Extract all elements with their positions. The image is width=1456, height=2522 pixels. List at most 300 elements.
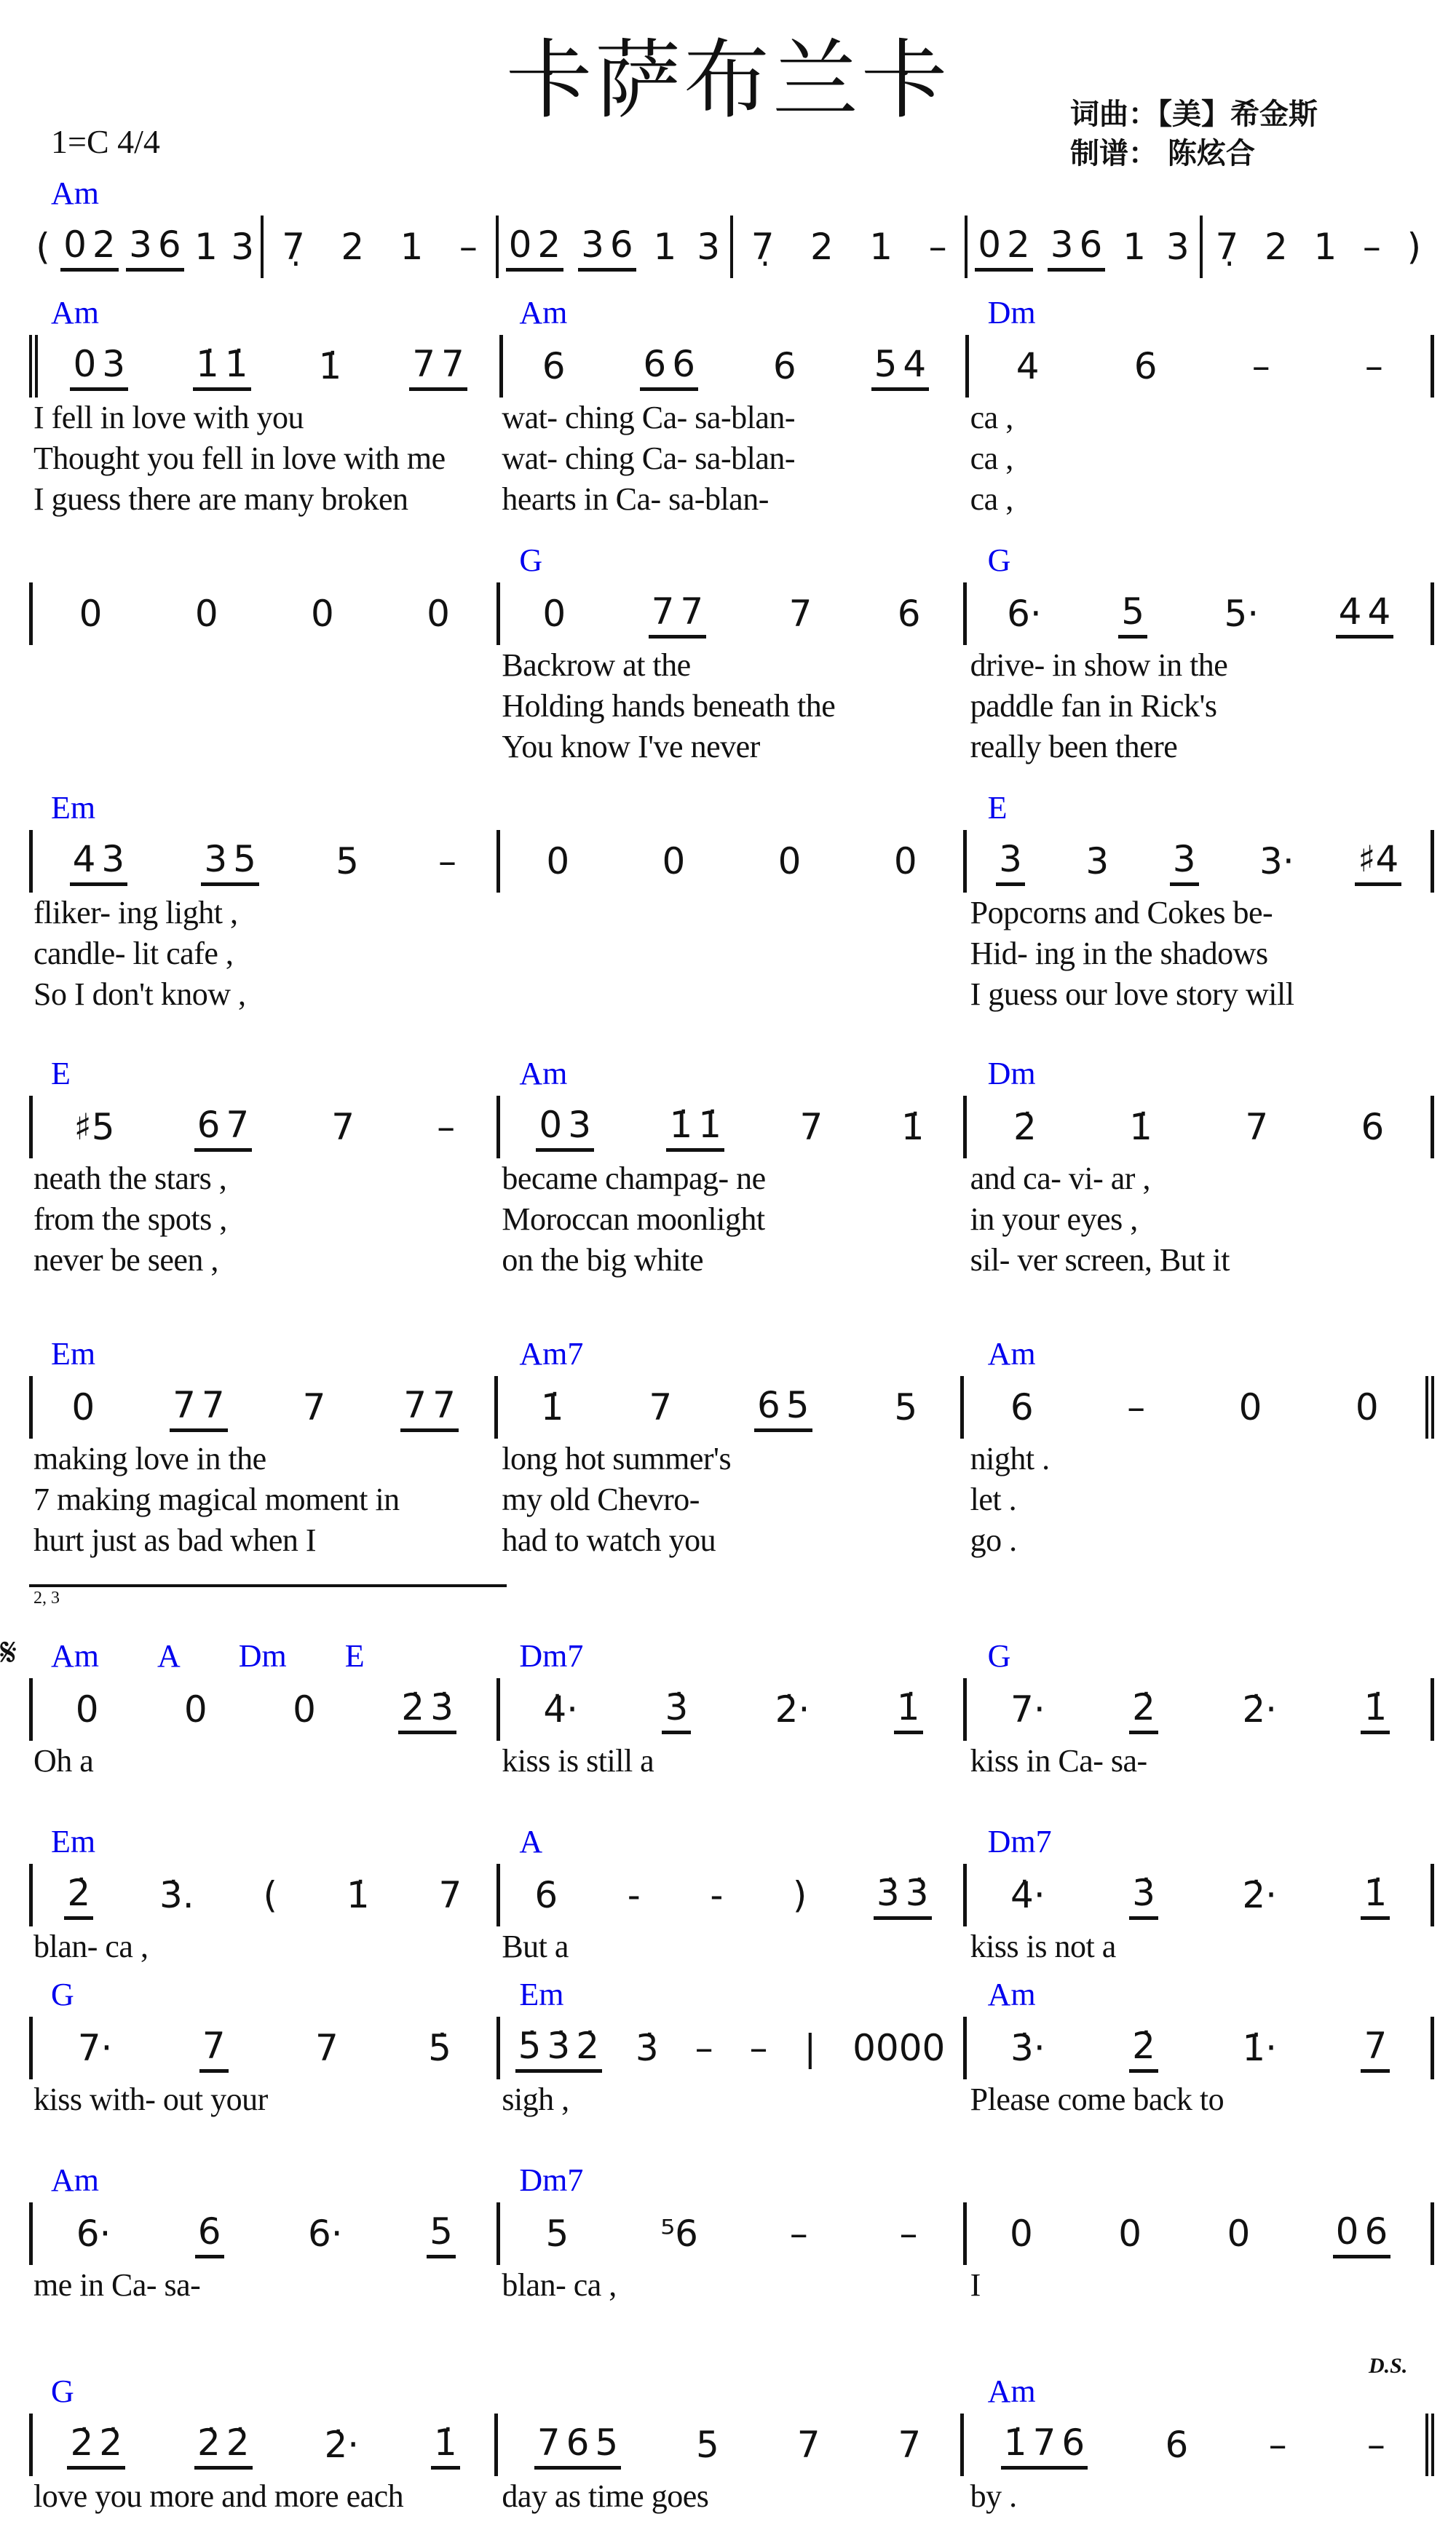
note: 1̇ [1364, 1685, 1388, 1728]
beamed-note-group [1361, 1871, 1390, 1920]
dal-segno-marking: D.S. [1369, 2354, 1408, 2378]
note: 1̇ [346, 1874, 370, 1916]
note: 2̇· [324, 2424, 360, 2466]
lyric: kiss is still a [502, 1743, 654, 1779]
lyric: neath the stars , [33, 1161, 227, 1196]
note-line [29, 335, 1434, 398]
lyric [29, 686, 497, 727]
measure-chords [497, 172, 732, 216]
measure [29, 1864, 496, 1926]
lyric: fliker- ing light , [33, 895, 238, 930]
lyric: let . [970, 1482, 1017, 1517]
note: 7 [331, 1106, 355, 1148]
note: 6 [1165, 2424, 1189, 2466]
note: 1̇ [901, 1106, 925, 1148]
measure [29, 335, 499, 398]
note: 3 [581, 223, 604, 266]
measure-chords [497, 1820, 965, 1864]
measure [494, 1376, 960, 1439]
lyric: really been there [970, 729, 1178, 764]
note: 6 [643, 342, 667, 385]
intro-row [29, 172, 1434, 278]
measure [496, 2017, 964, 2079]
measure-chords [966, 1973, 1434, 2017]
note: 7 [314, 2027, 339, 2069]
lyric: Please come back to [970, 2082, 1224, 2117]
measure-chords [497, 539, 965, 582]
note: – [749, 2027, 768, 2069]
measure-chords [966, 1052, 1434, 1096]
measure [965, 335, 1434, 398]
note: 2 [537, 223, 561, 266]
lyric: kiss in Ca- sa- [970, 1743, 1147, 1779]
lyric: night . [970, 1441, 1050, 1477]
chord-symbol: G [51, 2373, 74, 2409]
lyric: kiss is not a [970, 1929, 1116, 1964]
chord-symbol: Am [987, 1977, 1036, 2012]
beamed-note-group [1361, 1685, 1390, 1734]
measure-chords [497, 291, 965, 335]
chord-symbol: Dm [987, 295, 1036, 331]
note: 7̣ [282, 226, 305, 268]
beamed-note-group [60, 223, 119, 272]
song-title: 卡萨布兰卡 [505, 30, 950, 130]
lyric: kiss with- out your [33, 2082, 268, 2117]
volta-bracket: 2, 3 [29, 1584, 507, 1609]
note: 3 [1050, 223, 1074, 266]
note: 6 [1061, 2421, 1085, 2464]
lyric [497, 974, 965, 1015]
note: 7 [537, 2421, 561, 2464]
lyric: sil- ver screen, But it [970, 1242, 1230, 1278]
lyric-line [29, 1741, 1434, 1782]
note: 7̣ [1215, 226, 1239, 268]
note: 1̇ [1129, 1106, 1152, 1148]
measure-chords [732, 172, 966, 216]
note: 0 [1335, 2210, 1359, 2253]
note: 0 [978, 223, 1002, 266]
beamed-note-group [649, 590, 707, 639]
beamed-note-group [126, 223, 184, 272]
note: 3· [1259, 840, 1294, 882]
lyric: in your eyes , [970, 1201, 1138, 1237]
measure [968, 216, 1202, 278]
note: 1̇ [896, 1685, 920, 1728]
lyric-line [29, 974, 1434, 1015]
note: 0 [63, 223, 87, 266]
beamed-note-group [398, 1685, 456, 1734]
note-line [29, 1096, 1434, 1158]
beamed-note-group [70, 837, 128, 886]
lyric: drive- in show in the [970, 647, 1228, 683]
measure-chords [29, 539, 497, 582]
note: 0 [194, 593, 218, 635]
lyric: from the spots , [33, 1201, 227, 1237]
chord-symbol: Am [51, 2162, 99, 2198]
lyric-line [29, 479, 1434, 520]
chord-symbol: E [987, 790, 1008, 826]
beamed-note-group [1355, 837, 1401, 886]
note: 6 [197, 2210, 221, 2253]
note: 3̇· [1010, 2027, 1045, 2069]
measure-chords [29, 1820, 497, 1864]
lyric: had to watch you [502, 1522, 716, 1558]
measure [963, 2202, 1434, 2265]
lyric: I guess our love story will [970, 976, 1294, 1012]
chord-symbol: Am7 [519, 1336, 584, 1372]
score-row [29, 539, 1434, 767]
note: 7 [226, 1103, 250, 1146]
note: 1 [869, 226, 893, 268]
note: 2̇ [70, 2421, 94, 2464]
note: 6 [157, 223, 181, 266]
beamed-note-group [894, 1685, 923, 1734]
note: 0 [1238, 1386, 1262, 1428]
lyric-line [29, 1479, 1434, 1520]
beamed-note-group [1361, 2024, 1390, 2073]
note: ♯5 [74, 1106, 115, 1148]
note-line [29, 2202, 1434, 2265]
measure [960, 2414, 1434, 2476]
beamed-note-group [70, 342, 128, 391]
lyric [29, 727, 497, 767]
note: 5 [696, 2424, 719, 2466]
score-row [29, 2159, 1434, 2306]
note: 6 [772, 345, 796, 387]
lyric: on the big white [502, 1242, 704, 1278]
chord-symbol: Am [987, 2373, 1036, 2409]
beamed-note-group [427, 2210, 456, 2258]
lyric-line [29, 438, 1434, 479]
measure-chords [29, 1052, 497, 1096]
note: 5 [430, 2210, 453, 2253]
note: 7 [1032, 2421, 1056, 2464]
lyric: paddle fan in Rick's [970, 688, 1217, 724]
note: 3 [1166, 226, 1190, 268]
note: 5̇ [518, 2024, 542, 2067]
lyric: sigh , [502, 2082, 569, 2117]
note: – [459, 226, 478, 268]
note: 7 [1364, 2024, 1388, 2067]
beamed-note-group [170, 1383, 228, 1432]
note: 2̇· [1242, 1688, 1278, 1731]
measure-chords [29, 1332, 497, 1376]
measure [496, 1864, 964, 1926]
note: – [1251, 345, 1270, 387]
note: ♯4 [1358, 837, 1399, 880]
chord-symbol: Em [51, 1824, 96, 1859]
lyric: me in Ca- sa- [33, 2267, 201, 2303]
chord-symbol: E [51, 1056, 71, 1091]
note: 6 [1079, 223, 1103, 266]
note-line [29, 2017, 1434, 2079]
note: 1 [1123, 226, 1147, 268]
chord-symbol: Dm7 [519, 1638, 584, 1674]
measure-chords [497, 1634, 965, 1678]
note: 4̇· [543, 1688, 579, 1731]
note: 1̇· [1242, 2027, 1278, 2069]
note: - [710, 1874, 724, 1916]
note: 0 [893, 840, 917, 882]
lyric: wat- ching Ca- sa-blan- [502, 440, 796, 476]
lyric: Moroccan moonlight [502, 1201, 765, 1237]
measure [733, 216, 968, 278]
beamed-note-group [640, 342, 698, 391]
lyric-line [29, 893, 1434, 933]
note: 6 [1364, 2210, 1388, 2253]
measure-chords [497, 1973, 965, 2017]
measure-chords [1200, 172, 1434, 216]
note-line [29, 2414, 1434, 2476]
measure-chords [966, 1634, 1434, 1678]
measure [29, 582, 496, 645]
lyric-line [29, 1520, 1434, 1561]
beamed-note-group [506, 223, 564, 272]
measure [496, 2202, 964, 2265]
lyrics-music-credit: 词曲：【美】希金斯 [1070, 98, 1318, 131]
chord-symbol: Am [519, 1056, 568, 1091]
note: 3 [204, 837, 228, 880]
note: 3̇. [159, 1874, 194, 1916]
measure-chords [29, 2370, 497, 2414]
measure [496, 1678, 964, 1741]
measure [29, 2414, 494, 2476]
lyric: hearts in Ca- sa-blan- [502, 481, 769, 517]
score-row [29, 291, 1434, 520]
lyric: ca , [970, 481, 1013, 517]
note: 5· [1224, 593, 1259, 635]
measure [496, 582, 964, 645]
note: 0 [546, 840, 570, 882]
chord-symbol: Em [51, 1336, 96, 1372]
measure-chords [29, 2159, 497, 2202]
measure-chords [264, 172, 498, 216]
lyric: candle- lit cafe , [33, 936, 234, 971]
measure-chords [29, 291, 497, 335]
chord-line [29, 539, 1434, 582]
lyric: Oh a [33, 1743, 94, 1779]
note: 2̇ [576, 2024, 600, 2067]
beamed-note-group [1170, 837, 1199, 886]
note: – [1268, 2424, 1287, 2466]
note: 5 [1121, 590, 1145, 633]
note: 1̇ [1364, 1871, 1388, 1914]
chord-symbol: G [51, 1977, 74, 2012]
measure-chords [966, 2370, 1434, 2414]
measure [963, 1096, 1434, 1158]
lyric: blan- ca , [502, 2267, 617, 2303]
measure-chords [966, 172, 1200, 216]
note: 2 [92, 223, 116, 266]
note: ) [1406, 226, 1422, 268]
note: 1̇ [224, 342, 248, 385]
lyric: I guess there are many broken [33, 481, 408, 517]
chord-symbol: Dm7 [987, 1824, 1052, 1859]
measure [496, 1096, 964, 1158]
credits [1070, 95, 1318, 173]
lyric: long hot summer's [502, 1441, 732, 1477]
note: 7 [1245, 1106, 1269, 1148]
measure-chords [497, 786, 965, 830]
note: 7 [201, 1383, 225, 1426]
note: 2̇· [775, 1688, 810, 1731]
beamed-note-group [666, 1103, 724, 1152]
note: 4̇· [1010, 1874, 1045, 1916]
note: 7 [649, 1386, 673, 1428]
note: 0 [293, 1688, 316, 1731]
chord-symbol: Dm7 [519, 2162, 584, 2198]
note: 0 [1118, 2213, 1142, 2255]
measure-chords [497, 1332, 965, 1376]
lyric: Thought you fell in love with me [33, 440, 446, 476]
note: 5 [595, 2421, 619, 2464]
note: 1̇ [698, 1103, 722, 1146]
note: 7· [77, 2027, 113, 2069]
note: 3 [101, 837, 125, 880]
lyric: Holding hands beneath the [502, 688, 836, 724]
measure-chords [966, 539, 1434, 582]
note: 4 [1367, 590, 1391, 633]
beamed-note-group [1048, 223, 1106, 272]
note: 0 [778, 840, 802, 882]
beamed-note-group [194, 1103, 253, 1152]
note: 7· [1010, 1688, 1045, 1731]
measure [29, 2202, 496, 2265]
note: 2 [1264, 226, 1288, 268]
chord-symbol: A [157, 1638, 181, 1674]
beamed-note-group [536, 1103, 594, 1152]
note: 7 [680, 590, 704, 633]
lyric-line [29, 2476, 1434, 2517]
beamed-note-group [201, 837, 259, 886]
note-line [29, 1376, 1434, 1439]
measure [29, 216, 264, 278]
score-row [29, 1973, 1434, 2120]
note: 7 [412, 342, 436, 385]
note: 0 [539, 1103, 563, 1146]
note: 3 [999, 837, 1022, 880]
beamed-note-group [1336, 590, 1394, 639]
note: 0 [73, 342, 97, 385]
note: 1̇ [540, 1386, 564, 1428]
lyric: my old Chevro- [502, 1482, 700, 1517]
note: 2̇ [401, 1685, 425, 1728]
measure [963, 2017, 1434, 2079]
note: 6 [542, 345, 566, 387]
beamed-note-group [1001, 2421, 1088, 2470]
lyric: wat- ching Ca- sa-blan- [502, 400, 796, 435]
beamed-note-group [662, 1685, 691, 1734]
measure [29, 2017, 496, 2079]
note: 5 [233, 837, 256, 880]
measure-chords [966, 291, 1434, 335]
note: 7 [202, 2024, 226, 2067]
lyric-line [29, 645, 1434, 686]
lyric [29, 645, 497, 686]
note: ( [263, 1874, 278, 1916]
beamed-note-group [409, 342, 467, 391]
note: – [1127, 1386, 1146, 1428]
note: 2̇ [1013, 1106, 1037, 1148]
note: 3̇ [430, 1685, 454, 1728]
beamed-note-group [996, 837, 1025, 886]
chord-line [29, 172, 1434, 216]
note: 3̇ [547, 2024, 571, 2067]
lyric: never be seen , [33, 1242, 218, 1278]
lyric-line [29, 933, 1434, 974]
measure [29, 830, 496, 893]
score-row [29, 2370, 1434, 2517]
note: 0000 [852, 2027, 946, 2069]
score-row [29, 1332, 1434, 1561]
note: 3̇ [905, 1871, 929, 1914]
lyric-line [29, 1926, 1434, 1967]
note-line [29, 830, 1434, 893]
note: 7 [438, 1874, 462, 1916]
lyric: ca , [970, 440, 1013, 476]
note: 6 [672, 342, 696, 385]
measure-chords [29, 786, 497, 830]
note: 7 [799, 1106, 823, 1148]
note: 7̣ [751, 226, 775, 268]
measure-chords [966, 2159, 1434, 2202]
note: 4 [1016, 345, 1040, 387]
measure-chords [966, 1332, 1434, 1376]
lyric: So I don't know , [33, 976, 246, 1012]
measure-chords [497, 1052, 965, 1096]
beamed-note-group [515, 2024, 602, 2073]
lyric-line [29, 686, 1434, 727]
note: 6 [609, 223, 633, 266]
lyric: Popcorns and Cokes be- [970, 895, 1273, 930]
note: 7 [302, 1386, 326, 1428]
note-line [29, 582, 1434, 645]
note: 2̇ [226, 2421, 250, 2464]
note: 0 [1010, 2213, 1033, 2255]
note: 6 [756, 1383, 780, 1426]
chord-line [29, 1820, 1434, 1864]
note: | [804, 2027, 817, 2069]
chord-symbol: E [344, 1638, 365, 1674]
note: 7 [898, 2424, 922, 2466]
note: 4 [72, 837, 96, 880]
chord-symbol: G [987, 1638, 1011, 1674]
note: 3 [1085, 840, 1109, 882]
chord-line [29, 1332, 1434, 1376]
chord-symbol: Dm [238, 1638, 287, 1674]
note: 5 [786, 1383, 810, 1426]
lyric: Backrow at the [502, 647, 691, 683]
note: 5̇ [428, 2027, 451, 2069]
note: ( [36, 226, 50, 268]
chord-symbol: Am [51, 1638, 99, 1674]
note: 2 [1007, 223, 1030, 266]
lyric: Hid- ing in the shadows [970, 936, 1268, 971]
note: 2̇ [99, 2421, 123, 2464]
beamed-note-group [578, 223, 636, 272]
beamed-note-group [193, 342, 251, 391]
chord-symbol: Em [519, 1977, 564, 2012]
note: 7 [651, 590, 675, 633]
note: – [1366, 2424, 1385, 2466]
chord-symbol: G [987, 542, 1011, 578]
beamed-note-group [199, 2024, 229, 2073]
lyric: love you more and more each [33, 2478, 404, 2514]
note: 4 [1338, 590, 1362, 633]
measure [499, 335, 965, 398]
beamed-note-group [67, 2421, 125, 2470]
measure [29, 1096, 496, 1158]
